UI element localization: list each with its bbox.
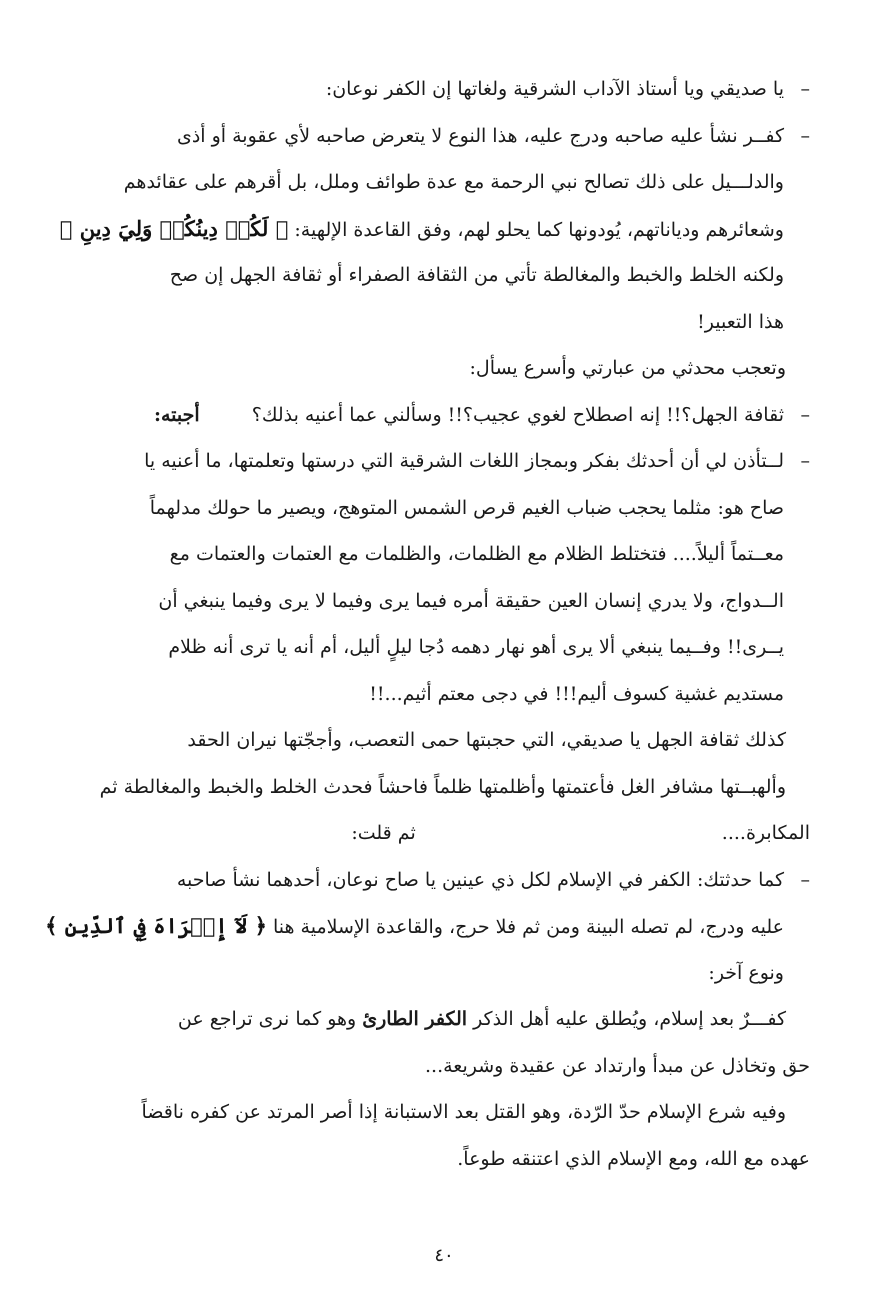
text-line: [98, 392, 784, 439]
quran-verse-2: ﴿ لَآ إِكۡرَاهَ فِي ٱلدِّينِ ﴾: [45, 913, 267, 938]
text-line: وألهبــتها مشافر الغل فأعتمتها وأظلمتها ظلماً فاحشاً فحدث الخلط والخبط والمغالطة ثم: [99, 775, 786, 798]
dash-item-1: [98, 66, 810, 113]
text-line: عهده مع الله، ومع الإسلام الذي اعتنقه طوعاً.: [457, 1147, 810, 1170]
text-line: وفيه شرع الإسلام حدّ الرّدة، وهو القتل بعد الاستبانة إذا أصر المرتد عن كفره ناقضاً: [141, 1101, 786, 1123]
text-line: لــتأذن لي أن أحدثك بفكر وبمجاز اللغات الشرقية التي درستها وتعلمتها، ما أعنيه يا: [144, 450, 784, 472]
text-segment: ولكنه الخلط والخبط والمغالطة تأتي من الثقافة الصفراء أو ثقافة الجهل إن صح: [169, 264, 784, 286]
dash-marker: –: [800, 868, 810, 891]
text-line: هذا التعبير!: [697, 310, 784, 333]
quran-verse-1: ﴿ لَكُمۡ دِينُكُمۡ وَلِيَ دِينِ ﴾: [59, 215, 289, 241]
text-line: صاح هو: مثلما يحجب ضباب الغيم قرص الشمس المتوهج، ويصير ما حولك مدلهماً: [149, 496, 784, 519]
text-segment: وهو كما نرى تراجع عن: [177, 1008, 357, 1030]
text-segment: ثقافة الجهل؟!! إنه اصطلاح لغوي عجيب؟!! وسألني عما أعنيه بذلك؟: [251, 403, 784, 426]
text-segment: عليه ودرج، لم تصله البينة ومن ثم فلا حرج، والقاعدة الإسلامية هنا: [272, 916, 784, 938]
dash-marker: –: [800, 450, 810, 472]
dash-marker: –: [800, 403, 810, 426]
text-line: كذلك ثقافة الجهل يا صديقي، التي حجبتها حمى التعصب، وأججّتها نيران الحقد: [187, 729, 786, 751]
dash-item-2: [59, 113, 810, 346]
text-line: [59, 206, 784, 253]
text-line: [98, 810, 810, 857]
paragraph-9: [98, 1089, 810, 1182]
text-line: حق وتخاذل عن مبدأ وارتداد عن عقيدة وشريعة...: [425, 1054, 810, 1077]
dash-item-4: [98, 438, 810, 717]
then-said-label: ثم قلت:: [351, 822, 416, 844]
text-line: كما حدثتك: الكفر في الإسلام لكل ذي عينين يا صاح نوعان، أحدهما نشأ صاحبه: [176, 868, 784, 891]
paragraph-3: [98, 345, 810, 392]
bold-term: الكفر الطارئ: [362, 1008, 468, 1030]
text-segment: كفـــرٌ بعد إسلام، ويُطلق عليه أهل الذكر: [473, 1008, 786, 1030]
text-line: يــرى!! وفــيما ينبغي ألا يرى أهو نهار دهمه دُجا ليلٍ أليل، أم أنه يا ترى أنه ظلام: [168, 636, 784, 658]
text-segment: المكابرة....: [721, 822, 810, 844]
text-line: مستديم غشية كسوف أليم!!! في دجى معتم أثيم...!!: [369, 682, 784, 705]
page-body: [45, 66, 810, 1182]
text-line: [98, 252, 784, 299]
text-line: يا صديقي ويا أستاذ الآداب الشرقية ولغاتها إن الكفر نوعان:: [325, 78, 784, 100]
text-line: ونوع آخر:: [708, 961, 784, 984]
text-line: معــتماً أليلاً.... فتختلط الظلام مع الظلمات، والظلمات مع العتمات والعتمات مع: [169, 543, 784, 565]
text-line: وتعجب محدثي من عبارتي وأسرع يسأل:: [469, 357, 786, 379]
text-line: [98, 996, 786, 1043]
dash-marker: –: [800, 124, 810, 147]
text-line: [45, 903, 784, 950]
text-line: والدلـــيل على ذلك تصالح نبي الرحمة مع عدة طوائف وملل، بل أقرهم على عقائدهم: [123, 171, 784, 193]
dash-item-3: [98, 392, 810, 439]
dash-item-5: [45, 857, 810, 997]
page-number: ٤٠: [434, 1245, 454, 1266]
dash-marker: –: [800, 78, 810, 100]
paragraph-6: [98, 717, 810, 857]
speaker-label: أجبته:: [153, 403, 200, 426]
text-line: كفــر نشأ عليه صاحبه ودرج عليه، هذا النوع لا يتعرض صاحبه لأي عقوبة أو أذى: [176, 124, 784, 147]
paragraph-8: [98, 996, 810, 1089]
text-segment: وشعائرهم ودياناتهم، يُودونها كما يحلو لهم، وفق القاعدة الإلهية:: [294, 218, 784, 241]
text-line: الــدواج، ولا يدري إنسان العين حقيقة أمره فيما يرى وفيما لا يرى وفيما ينبغي أن: [158, 589, 784, 612]
